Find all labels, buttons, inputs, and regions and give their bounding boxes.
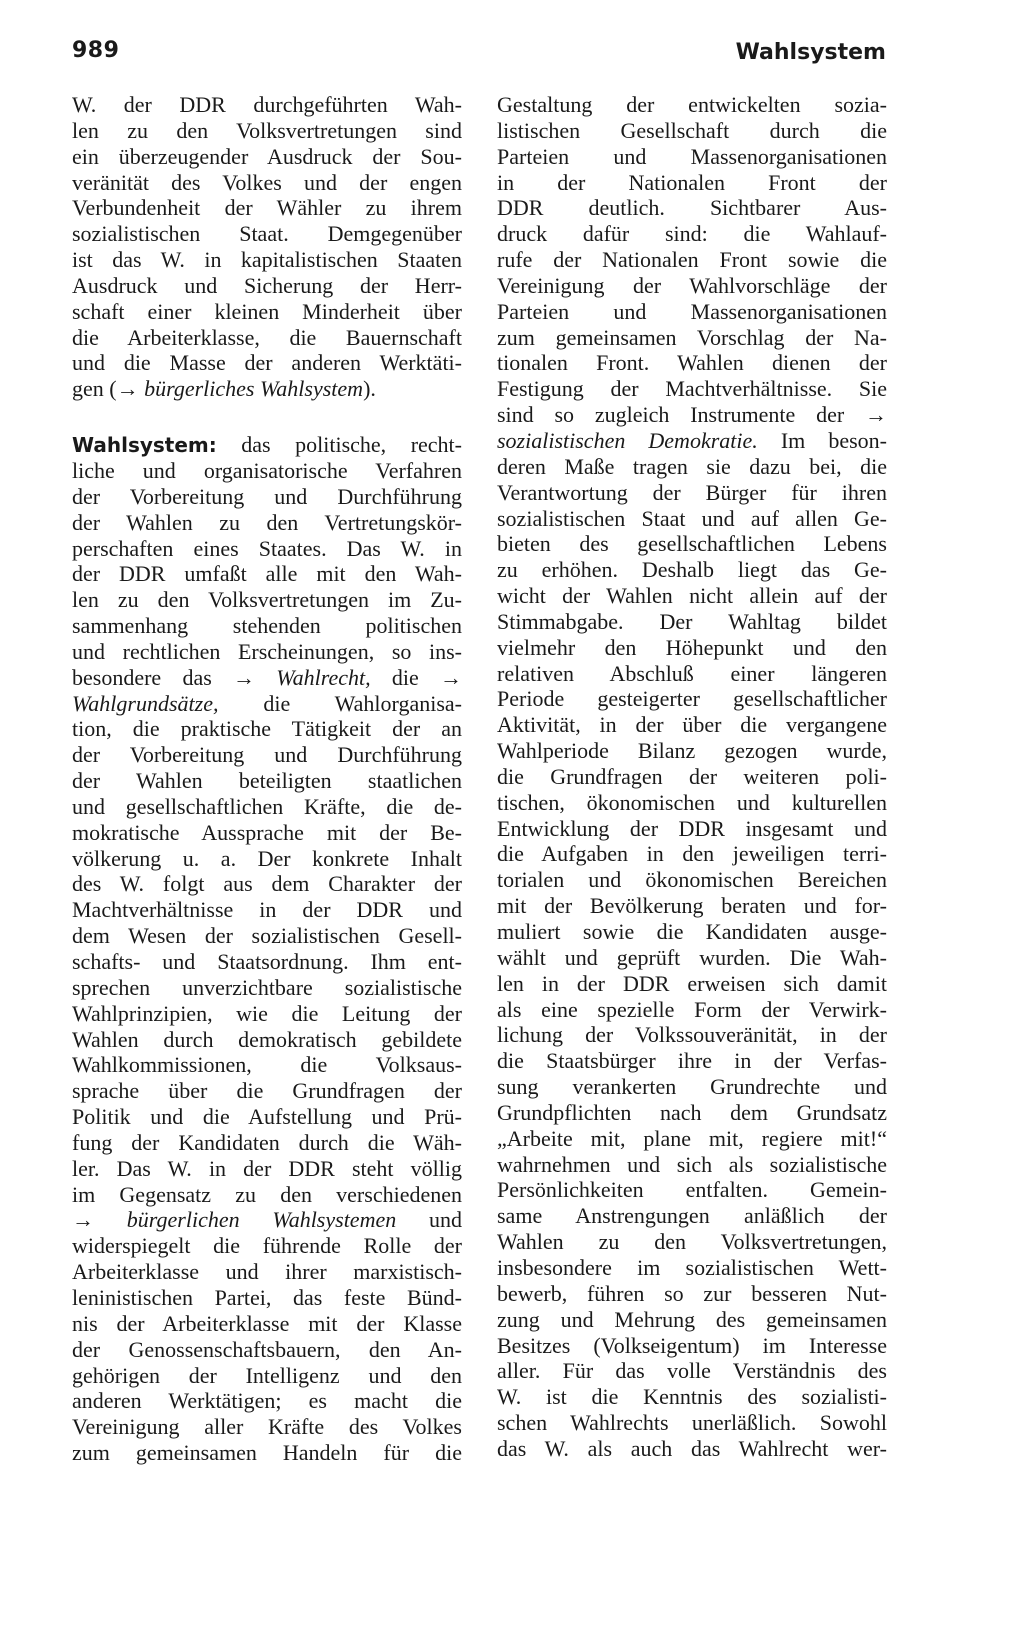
right-column	[497, 92, 887, 1462]
text-line: DDR deutlich. Sichtbarer Aus-	[497, 195, 887, 221]
text-line: die Grundfragen der weiteren poli-	[497, 763, 887, 789]
text-line: wählt und geprüft wurden. Die Wah-	[497, 944, 887, 970]
text-line: W. ist die Kenntnis des sozialisti-	[497, 1384, 887, 1410]
text-line: schaft einer kleinen Minderheit über	[72, 298, 462, 324]
text-line: deren Maße tragen sie dazu bei, die	[497, 453, 887, 479]
text-line	[72, 376, 462, 402]
text-fragment: und	[396, 1207, 462, 1233]
text-line: Stimmabgabe. Der Wahltag bildet	[497, 608, 887, 634]
text-line: vielmehr den Höhepunkt und den	[497, 634, 887, 660]
entry-first-line	[72, 432, 462, 458]
text-line: Vereinigung der Wahlvorschläge der	[497, 272, 887, 298]
text-line: widerspiegelt die führende Rolle der	[72, 1233, 462, 1259]
text-line: „Arbeite mit, plane mit, regiere mit!“	[497, 1125, 887, 1151]
text-line: bieten des gesellschaftlichen Lebens	[497, 531, 887, 557]
text-line: relativen Abschluß einer längeren	[497, 660, 887, 686]
text-line	[72, 691, 462, 717]
text-line: len zu den Volksvertretungen sind	[72, 117, 462, 143]
text-line: des W. folgt aus dem Charakter der	[72, 871, 462, 897]
text-line: zum gemeinsamen Handeln für die	[72, 1440, 462, 1466]
text-line: sozialistischen Staat und auf allen Ge-	[497, 505, 887, 531]
text-line: anderen Werktätigen; es macht die	[72, 1388, 462, 1414]
text-line: und rechtlichen Erscheinungen, so ins-	[72, 638, 462, 664]
text-fragment: gen (→	[72, 376, 145, 402]
cross-reference-link[interactable]: Wahlrecht,	[276, 664, 371, 690]
text-line: ein überzeugender Ausdruck der Sou-	[72, 143, 462, 169]
text-line: der DDR umfaßt alle mit den Wah-	[72, 561, 462, 587]
page-header	[0, 0, 1024, 80]
left-column	[72, 92, 462, 1466]
text-line: Machtverhältnisse in der DDR und	[72, 897, 462, 923]
text-line: und die Masse der anderen Werktäti-	[72, 350, 462, 376]
text-line: ist das W. in kapitalistischen Staaten	[72, 247, 462, 273]
text-line: Besitzes (Volkseigentum) im Interesse	[497, 1332, 887, 1358]
text-line: mokratische Aussprache mit der Be-	[72, 819, 462, 845]
text-line: Aktivität, in der über die vergangene	[497, 712, 887, 738]
text-line: schen Wahlrechts unerläßlich. Sowohl	[497, 1410, 887, 1436]
text-fragment: besondere das →	[72, 664, 277, 690]
text-line: bewerb, führen so zur besseren Nut-	[497, 1280, 887, 1306]
text-line: Wahlperiode Bilanz gezogen wurde,	[497, 738, 887, 764]
text-line: veränität des Volkes und der engen	[72, 169, 462, 195]
cross-reference-link[interactable]: sozialistischen Demokratie.	[497, 427, 758, 453]
text-line: tischen, ökonomischen und kulturellen	[497, 789, 887, 815]
text-line: der Vorbereitung und Durchführung	[72, 483, 462, 509]
text-line: und gesellschaftlichen Kräfte, die de-	[72, 793, 462, 819]
text-line: Periode gesteigerter gesellschaftlicher	[497, 686, 887, 712]
text-line: sprechen unverzichtbare sozialistische	[72, 974, 462, 1000]
text-line: Wahlen zu den Volksvertretungen,	[497, 1229, 887, 1255]
text-line: der Wahlen beteiligten staatlichen	[72, 768, 462, 794]
text-line: same Anstrengungen anläßlich der	[497, 1203, 887, 1229]
text-line: zu erhöhen. Deshalb liegt das Ge-	[497, 557, 887, 583]
text-line: Politik und die Aufstellung und Prü-	[72, 1104, 462, 1130]
text-line: torialen und ökonomischen Bereichen	[497, 867, 887, 893]
text-line: wicht der Wahlen nicht allein auf der	[497, 583, 887, 609]
text-line: in der Nationalen Front der	[497, 169, 887, 195]
text-line	[72, 665, 462, 691]
text-fragment: →	[72, 1207, 127, 1233]
text-line: rufe der Nationalen Front sowie die	[497, 247, 887, 273]
text-line: der Vorbereitung und Durchführung	[72, 742, 462, 768]
running-head: Wahlsystem	[735, 40, 886, 65]
text-line: völkerung u. a. Der konkrete Inhalt	[72, 845, 462, 871]
text-line: im Gegensatz zu den verschiedenen	[72, 1181, 462, 1207]
text-fragment: die →	[370, 664, 462, 690]
text-line: Wahlkommissionen, die Volksaus-	[72, 1052, 462, 1078]
text-line	[72, 1207, 462, 1233]
text-line: die Staatsbürger ihre in der Verfas-	[497, 1048, 887, 1074]
text-line: Vereinigung aller Kräfte des Volkes	[72, 1414, 462, 1440]
cross-reference-link[interactable]: Wahlgrundsätze,	[72, 690, 219, 716]
text-line: ler. Das W. in der DDR steht völlig	[72, 1155, 462, 1181]
text-line: leninistischen Partei, das feste Bünd-	[72, 1284, 462, 1310]
text-line: sprache über die Grundfragen der	[72, 1078, 462, 1104]
text-line: Persönlichkeiten entfalten. Gemein-	[497, 1177, 887, 1203]
text-line: tionalen Front. Wahlen dienen der	[497, 350, 887, 376]
text-line: len in der DDR erweisen sich damit	[497, 970, 887, 996]
text-line: Verbundenheit der Wähler zu ihrem	[72, 195, 462, 221]
text-line: nis der Arbeiterklasse mit der Klasse	[72, 1310, 462, 1336]
text-line: sung verankerten Grundrechte und	[497, 1074, 887, 1100]
text-line: zum gemeinsamen Vorschlag der Na-	[497, 324, 887, 350]
text-line: perschaften eines Staates. Das W. in	[72, 535, 462, 561]
text-line: Festigung der Machtverhältnisse. Sie	[497, 376, 887, 402]
text-line: tion, die praktische Tätigkeit der an	[72, 716, 462, 742]
text-line: fung der Kandidaten durch die Wäh-	[72, 1129, 462, 1155]
cross-reference-link[interactable]: bürgerliches Wahlsystem	[144, 376, 364, 402]
text-line: als eine spezielle Form der Verwirk-	[497, 996, 887, 1022]
text-line: mit der Bevölkerung beraten und for-	[497, 893, 887, 919]
text-line: sozialistischen Staat. Demgegenüber	[72, 221, 462, 247]
text-line: len zu den Volksvertretungen im Zu-	[72, 587, 462, 613]
text-line: sammenhang stehenden politischen	[72, 613, 462, 639]
text-line: der Genossenschaftsbauern, den An-	[72, 1336, 462, 1362]
text-line: Wahlen durch demokratisch gebildete	[72, 1026, 462, 1052]
text-line: zung und Mehrung des gemeinsamen	[497, 1306, 887, 1332]
text-fragment: das politische, recht-	[216, 432, 462, 458]
text-fragment: die Wahlorganisa-	[218, 690, 462, 716]
text-line: das W. als auch das Wahlrecht wer-	[497, 1435, 887, 1461]
text-line: die Arbeiterklasse, die Bauernschaft	[72, 324, 462, 350]
text-line	[497, 428, 887, 454]
text-line: Entwicklung der DDR insgesamt und	[497, 815, 887, 841]
text-fragment: ).	[363, 376, 376, 402]
text-line: der Wahlen zu den Vertretungskör-	[72, 509, 462, 535]
text-line: W. der DDR durchgeführten Wah-	[72, 92, 462, 117]
text-line: muliert sowie die Kandidaten ausge-	[497, 919, 887, 944]
text-line: Parteien und Massenorganisationen	[497, 143, 887, 169]
text-line: sind so zugleich Instrumente der →	[497, 402, 887, 428]
entry-headword: Wahlsystem:	[72, 433, 217, 458]
paragraph-gap	[72, 402, 462, 432]
text-line: wahrnehmen und sich als sozialistische	[497, 1151, 887, 1177]
text-line: Gestaltung der entwickelten sozia-	[497, 92, 887, 117]
text-line: Verantwortung der Bürger für ihren	[497, 479, 887, 505]
text-line: Grundpflichten nach dem Grundsatz	[497, 1099, 887, 1125]
text-line: dem Wesen der sozialistischen Gesell-	[72, 923, 462, 949]
text-line: schafts- und Staatsordnung. Ihm ent-	[72, 949, 462, 974]
text-line: Ausdruck und Sicherung der Herr-	[72, 272, 462, 298]
text-line: liche und organisatorische Verfahren	[72, 457, 462, 483]
text-line: gehörigen der Intelligenz und den	[72, 1362, 462, 1388]
text-line: druck dafür sind: die Wahlauf-	[497, 221, 887, 247]
text-line: Wahlprinzipien, wie die Leitung der	[72, 1000, 462, 1026]
text-line: Parteien und Massenorganisationen	[497, 298, 887, 324]
text-line: listischen Gesellschaft durch die	[497, 117, 887, 143]
text-fragment: Im beson-	[757, 427, 887, 453]
text-line: insbesondere im sozialistischen Wett-	[497, 1254, 887, 1280]
cross-reference-link[interactable]: bürgerlichen Wahlsystemen	[126, 1207, 397, 1233]
text-line: lichung der Volkssouveränität, in der	[497, 1022, 887, 1048]
text-line: Arbeiterklasse und ihrer marxistisch-	[72, 1259, 462, 1285]
text-line: aller. Für das volle Verständnis des	[497, 1358, 887, 1384]
page-number: 989	[72, 38, 120, 63]
text-line: die Aufgaben in den jeweiligen terri-	[497, 841, 887, 867]
